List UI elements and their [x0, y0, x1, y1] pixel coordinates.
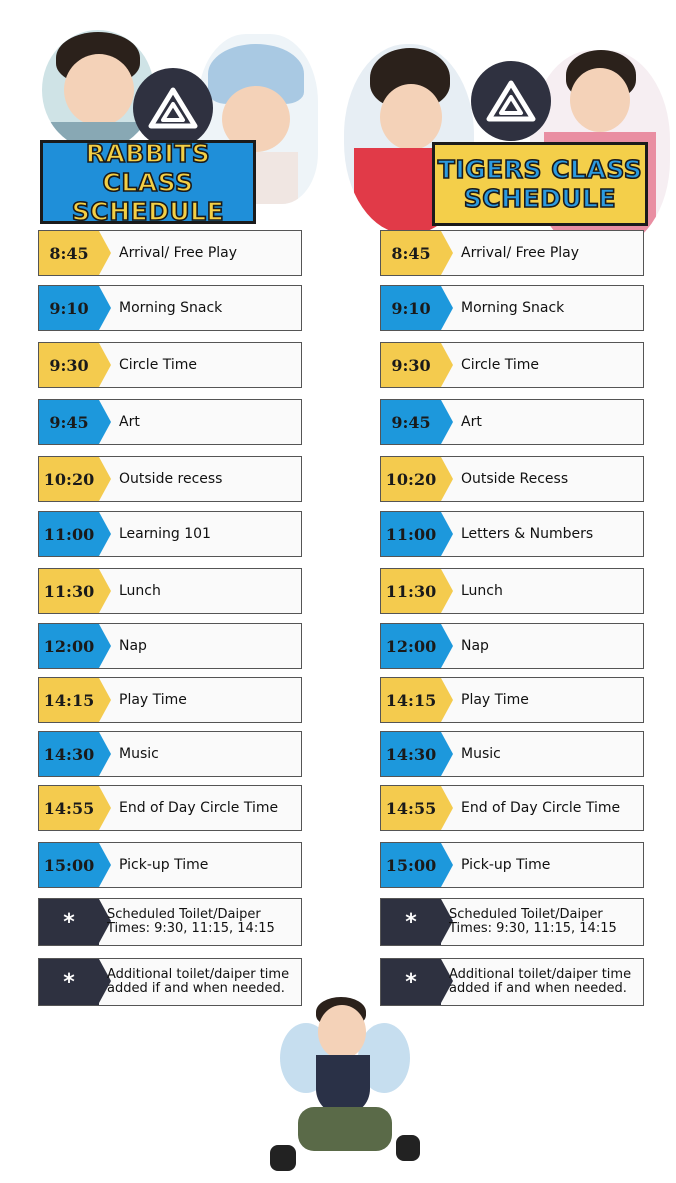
activity-label: Letters & Numbers — [461, 526, 594, 542]
activity-label: Lunch — [119, 583, 161, 599]
schedule-row — [38, 677, 302, 723]
time-tag: 14:55 — [381, 786, 441, 830]
schedule-row — [38, 399, 302, 445]
rabbits-title — [40, 140, 256, 224]
note-row — [38, 898, 302, 946]
asterisk-icon: * — [381, 899, 441, 945]
schedule-row — [380, 456, 644, 502]
schedule-row — [38, 842, 302, 888]
activity-label: Outside Recess — [461, 471, 569, 487]
time-tag: 9:10 — [381, 286, 441, 330]
time-tag: 9:30 — [381, 343, 441, 387]
time-tag: 11:30 — [381, 569, 441, 613]
time-tag: 15:00 — [381, 843, 441, 887]
activity-label: Music — [461, 746, 501, 762]
schedule-row — [380, 285, 644, 331]
note-text: Scheduled Toilet/Daiper Times: 9:30, 11:15, 14:15 — [107, 907, 275, 936]
schedule-row — [38, 731, 302, 777]
schedule-row — [38, 623, 302, 669]
schedule-row — [380, 230, 644, 276]
school-logo — [133, 68, 213, 148]
activity-label: Arrival/ Free Play — [461, 245, 580, 261]
schedule-row — [380, 399, 644, 445]
time-tag: 14:15 — [39, 678, 99, 722]
schedule-row — [38, 285, 302, 331]
activity-label: Learning 101 — [119, 526, 211, 542]
note-text: Additional toilet/daiper time added if and when needed. — [107, 967, 290, 996]
time-tag: 10:20 — [39, 457, 99, 501]
schedule-row — [380, 623, 644, 669]
time-tag: 9:10 — [39, 286, 99, 330]
activity-label: End of Day Circle Time — [461, 800, 621, 816]
time-tag: 14:30 — [39, 732, 99, 776]
schedule-row — [380, 511, 644, 557]
note-text: Additional toilet/daiper time added if and when needed. — [449, 967, 632, 996]
activity-label: Lunch — [461, 583, 503, 599]
activity-label: Morning Snack — [119, 300, 223, 316]
note-row — [380, 898, 644, 946]
schedule-row — [38, 342, 302, 388]
time-tag: 14:55 — [39, 786, 99, 830]
asterisk-icon: * — [39, 899, 99, 945]
schedule-row — [38, 511, 302, 557]
schedule-row — [380, 677, 644, 723]
schedule-row — [38, 456, 302, 502]
activity-label: Morning Snack — [461, 300, 565, 316]
time-tag: 15:00 — [39, 843, 99, 887]
activity-label: Circle Time — [461, 357, 540, 373]
activity-label: Music — [119, 746, 159, 762]
activity-label: Outside recess — [119, 471, 223, 487]
activity-label: End of Day Circle Time — [119, 800, 279, 816]
rabbits-title-text: RABBITS CLASS SCHEDULE — [71, 138, 225, 226]
asterisk-icon: * — [39, 959, 99, 1005]
note-row — [38, 958, 302, 1006]
time-tag: 12:00 — [39, 624, 99, 668]
schedule-row — [38, 568, 302, 614]
tigers-title — [432, 142, 648, 226]
note-text: Scheduled Toilet/Daiper Times: 9:30, 11:15, 14:15 — [449, 907, 617, 936]
time-tag: 11:00 — [381, 512, 441, 556]
activity-label: Art — [119, 414, 140, 430]
activity-label: Art — [461, 414, 482, 430]
schedule-row — [38, 230, 302, 276]
activity-label: Play Time — [119, 692, 187, 708]
school-logo-tigers — [471, 61, 551, 141]
time-tag: 9:45 — [39, 400, 99, 444]
time-tag: 11:00 — [39, 512, 99, 556]
child-photo-bottom — [270, 995, 420, 1180]
time-tag: 14:15 — [381, 678, 441, 722]
asterisk-icon: * — [381, 959, 441, 1005]
time-tag: 11:30 — [39, 569, 99, 613]
activity-label: Pick-up Time — [461, 857, 551, 873]
schedule-row — [380, 785, 644, 831]
activity-label: Nap — [119, 638, 147, 654]
schedule-row — [38, 785, 302, 831]
triangle-logo-icon — [485, 79, 537, 123]
time-tag: 8:45 — [39, 231, 99, 275]
schedule-row — [380, 568, 644, 614]
time-tag: 12:00 — [381, 624, 441, 668]
activity-label: Circle Time — [119, 357, 198, 373]
schedule-row — [380, 731, 644, 777]
schedule-row — [380, 342, 644, 388]
time-tag: 9:45 — [381, 400, 441, 444]
time-tag: 9:30 — [39, 343, 99, 387]
activity-label: Arrival/ Free Play — [119, 245, 238, 261]
rabbits-column — [0, 0, 300, 1183]
time-tag: 14:30 — [381, 732, 441, 776]
time-tag: 8:45 — [381, 231, 441, 275]
schedule-row — [380, 842, 644, 888]
activity-label: Play Time — [461, 692, 529, 708]
time-tag: 10:20 — [381, 457, 441, 501]
activity-label: Nap — [461, 638, 489, 654]
triangle-logo-icon — [147, 86, 199, 130]
tigers-title-text: TIGERS CLASS SCHEDULE — [437, 155, 643, 213]
activity-label: Pick-up Time — [119, 857, 209, 873]
